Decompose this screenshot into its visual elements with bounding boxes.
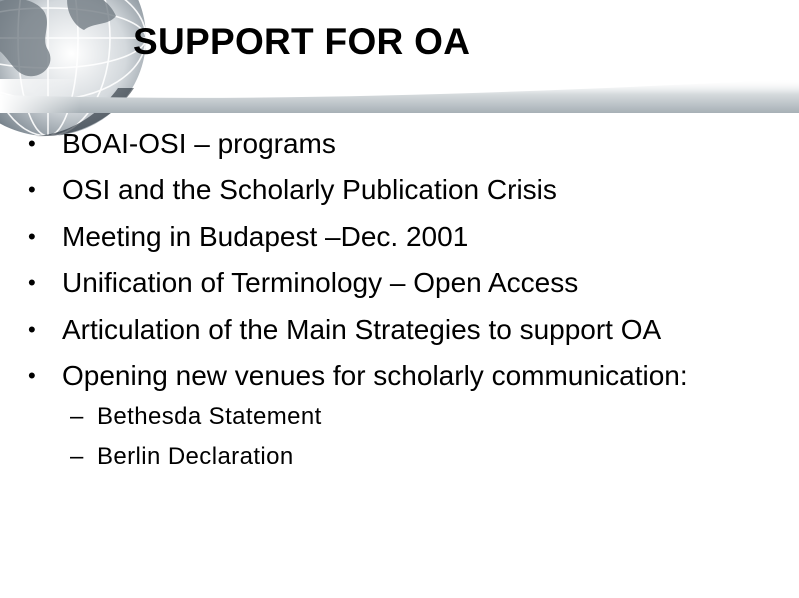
bullet-item — [28, 311, 788, 349]
dash-icon: – — [70, 402, 84, 430]
bullet-text: Meeting in Budapest –Dec. 2001 — [62, 220, 469, 252]
bullet-dot-icon: • — [28, 177, 36, 203]
bullet-dot-icon: • — [28, 131, 36, 156]
header-decoration-band — [0, 79, 799, 113]
sub-bullet-text: Bethesda Statement — [97, 402, 322, 430]
bullet-text: OSI and the Scholarly Publication Crisis — [62, 174, 557, 206]
bullet-item — [28, 171, 788, 209]
bullet-item — [28, 264, 788, 302]
globe-icon — [0, 0, 148, 138]
bullet-text: Unification of Terminology – Open Access — [62, 267, 579, 299]
bullet-text: BOAI-OSI – programs — [62, 128, 336, 159]
bullet-text: Opening new venues for scholarly communication: — [62, 359, 688, 391]
sub-bullet-list — [70, 401, 788, 473]
sub-bullet-item — [70, 441, 788, 473]
bullet-item — [28, 125, 788, 163]
bullet-dot-icon: • — [28, 362, 36, 388]
bullet-text: Articulation of the Main Strategies to support OA — [62, 313, 662, 345]
slide-title: SUPPORT FOR OA — [133, 21, 471, 62]
dash-icon: – — [70, 442, 84, 470]
sub-bullet-item — [70, 401, 788, 433]
bullet-dot-icon: • — [28, 316, 36, 342]
bullet-item — [28, 357, 788, 473]
bullet-item — [28, 218, 788, 256]
bullet-dot-icon: • — [28, 223, 36, 249]
bullet-dot-icon: • — [28, 270, 36, 296]
sub-bullet-text: Berlin Declaration — [97, 442, 294, 470]
bullet-list — [28, 125, 788, 481]
